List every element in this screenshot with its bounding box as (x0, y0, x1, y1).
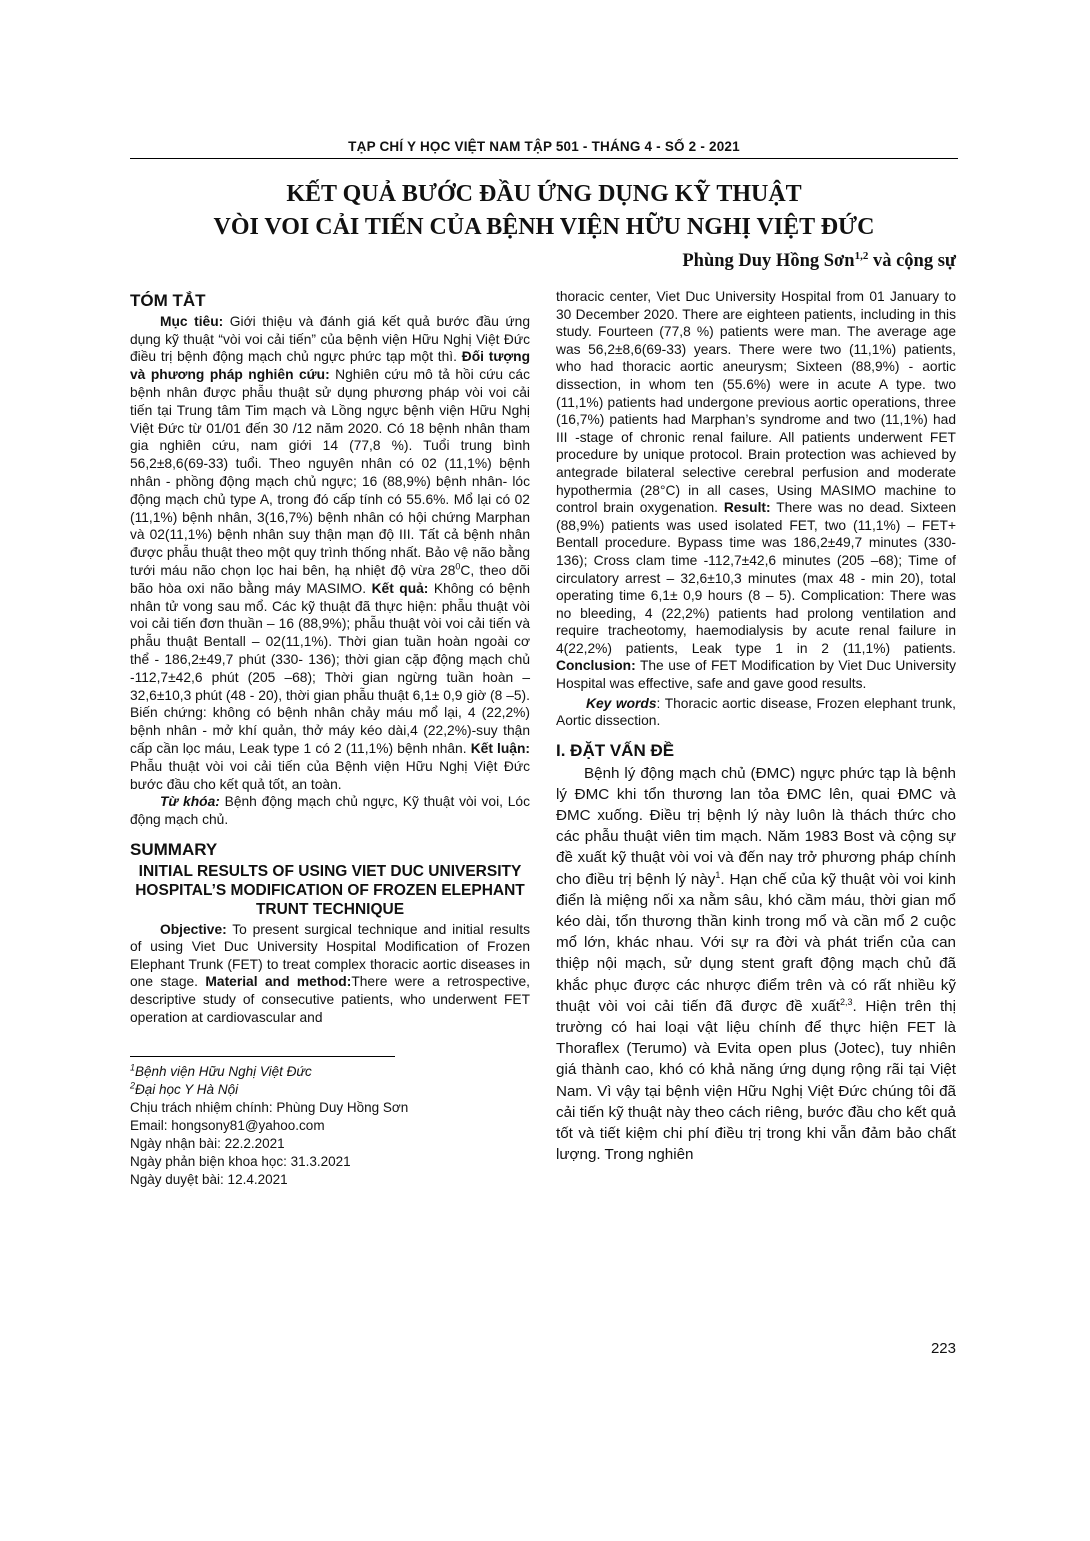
vi-keywords-text: Bệnh động mạch chủ ngực, Kỹ thuật vòi voi, Lóc động mạch chủ. (130, 794, 531, 828)
vi-objective-label: Mục tiêu: (160, 313, 224, 329)
vi-result-label: Kết quả: (371, 580, 429, 596)
summary-title: INITIAL RESULTS OF USING VIET DUC UNIVERSITY HOSPITAL’S MODIFICATION OF FROZEN ELEPHANT TRUNT TECHNIQUE (135, 862, 525, 918)
footnote-email: Email: hongsony81@yahoo.com (130, 1118, 325, 1134)
en-method-text-start: There were a retrospective, descriptive study of consecutive patients, who underwent FET operation at cardiovascular and (130, 974, 530, 1025)
en-result-label: Result: (723, 500, 771, 516)
vi-keywords (130, 793, 530, 829)
footnote-1 (130, 1063, 530, 1081)
author-line (682, 251, 956, 272)
author-name: Phùng Duy Hồng Sơn (682, 251, 855, 271)
en-method-label: Material and method: (205, 974, 352, 990)
vi-result-text: Không có bệnh nhân tử vong sau mổ. Các kỹ thuật đã thực hiện: phẫu thuật vòi voi cải tiến đơn thuần – 16 (88,9%); phẫu thuật vòi voi cải tiến và phẫu thuật Bentall – 02(11,1%). Thời gian tuần hoàn ngoài cơ thể - 186,2±49,7 phút (330- 136); thời gian cặp động mạch chủ -112,7±42,6 phút (205 –68); Thời gian ngừng tuần hoàn – 32,6±10,3 phút (48 - 20), thời gian phẫu thuật 6,1± 0,9 giờ (8 –5). Biến chứng: không có bệnh nhân chảy máu mổ lại, 4 (22,2%) bệnh nhân - mở khí quản, thở máy kéo dài,4 (22,2%)-suy thận cấp cần lọc máu, Leak type 1 có 2 (11,1%) bệnh nhân. (130, 580, 530, 756)
en-keywords-label: Key words (586, 695, 657, 711)
article-title (130, 178, 958, 244)
intro-text-1: Bệnh lý động mạch chủ (ĐMC) ngực phức tạp là bệnh lý ĐMC khi tổn thương lan tỏa ĐMC lên, quai ĐMC và ĐMC xuống. Điều trị bệnh lý này luôn là thách thức cho các phẫu thuật viên tim mạch. Năm 1983 Bost và cộng sự đề xuất kỹ thuật vòi voi và đến nay trở phương pháp chính cho điều trị bệnh lý này (556, 764, 956, 888)
footnote-rule (130, 1056, 395, 1057)
abstract-vi-body (130, 313, 530, 794)
intro-ref-1: 1 (715, 869, 721, 880)
en-objective-label: Objective: (160, 921, 227, 937)
vi-method-text-2: C, theo dõi bão hòa oxi não bằng máy MASIMO. (130, 562, 530, 596)
summary-body-continued (556, 288, 956, 693)
vi-conclusion-text: Phẫu thuật vòi voi cải tiến của Bệnh viện Hữu Nghị Việt Đức bước đầu cho kết quả tốt, an toàn. (130, 758, 530, 792)
title-line-2: VÒI VOI CẢI TIẾN CỦA BỆNH VIỆN HỮU NGHỊ VIỆT ĐỨC (213, 214, 875, 240)
vi-keywords-label: Từ khóa: (160, 794, 220, 810)
title-line-1: KẾT QUẢ BƯỚC ĐẦU ỨNG DỤNG KỸ THUẬT (286, 181, 802, 207)
right-column (556, 288, 956, 1166)
intro-text-2: . Hạn chế của kỹ thuật vòi voi kinh điển là miệng nối xa nằm sâu, khó cầm máu, thời gian mổ kéo dài, tổn thương thần kinh trong mổ và cần mổ 2 cuộc mổ lớn, khác nhau. Với sự ra đời và phát triển của can thiệp nội mạch, sử dụng stent graft động mạch chủ đã khắc phục được các nhược điểm trên và có rất nhiều kỹ thuật vòi voi cải tiến đã được đề xuất (556, 870, 956, 1015)
footnote-reviewed: Ngày phản biện khoa học: 31.3.2021 (130, 1154, 351, 1170)
footnote-received: Ngày nhận bài: 22.2.2021 (130, 1136, 285, 1152)
header-rule (130, 158, 958, 159)
abstract-vi-heading: TÓM TẮT (130, 291, 206, 310)
en-keywords-text: : Thoracic aortic disease, Frozen elephant trunk, Aortic dissection. (556, 695, 957, 729)
vi-method-text: Nghiên cứu mô tả hồi cứu các bệnh nhân được phẫu thuật sử dụng phương pháp vòi voi cải tiến tại Trung tâm Tim mạch và Lồng ngực bệnh viện Hữu Nghị Việt Đức từ 01/01 đến 30 /12 năm 2020. Có 18 bệnh nhân tham gia nghiên cứu, nam giới 14 (77,8 %). Tuổi trung bình 56,2±8,6(69-33) tuổi. Theo nguyên nhân có 02 (11,1%) bệnh nhân - phồng động mạch chủ ngực; 16 (88,9%) bệnh nhân- lóc động mạch chủ type A, trong đó cấp tính có 55.6%. Mổ lại có 02 (11,1%) bệnh nhân, 3(16,7%) bệnh nhân có hội chứng Marphan và 02(11,1%) bệnh nhân suy thận mạn độ III. Tất cả bệnh nhân được phẫu thuật theo một quy trình thống nhất. Bảo vệ não bằng tưới máu não chọn lọc hai bên, hạ nhiệt độ vừa 28 (130, 367, 530, 578)
footnote-1-num: 1 (130, 1062, 136, 1073)
en-conclusion-label: Conclusion: (556, 658, 636, 674)
intro-body (556, 763, 956, 1166)
page-number: 223 (930, 1340, 956, 1357)
footnote-1-text: Bệnh viện Hữu Nghị Việt Đức (135, 1064, 312, 1080)
en-objective-text: To present surgical technique and initial results of using Viet Duc University Hospital Modification of Frozen Elephant Trunk (FET) to treat complex thoracic aortic diseases in one stage. (130, 921, 530, 990)
footnote-2 (130, 1081, 530, 1099)
vi-method-label: Đối tượng và phương pháp nghiên cứu: (130, 349, 530, 383)
en-result-text: There was no dead. Sixteen (88,9%) patients was used isolated FET, two (11,1%) – FET+ Bentall procedure. Bypass time was 186,2±49,7 minutes (330-136); Cross clam time -112,7±42,6 minutes (205 –68); Time of circulatory arrest – 32,6±10,3 minutes (max 48 - min 20), total operating time 6,1± 0,9 hours (8 – 5). Complication: There was no bleeding, 4 (22,2%) patients had prolong ventilation and require tracheotomy, haemodialysis by acute renal failure in 4(22,2%) patients, Leak type 1 in 2 (11,1%) patients. (556, 500, 956, 656)
footnote-responsible: Chịu trách nhiệm chính: Phùng Duy Hồng Sơn (130, 1100, 409, 1116)
vi-conclusion-label: Kết luận: (470, 740, 530, 756)
en-method-text-cont: thoracic center, Viet Duc University Hospital from 01 January to 30 December 2020. There are eighteen patients, including in this study. Fourteen (77,8 %) patients were man. The average age was 56,2±8,6(69-33) years. There were two (11,1%) patients, who had thoracic aortic aneurysm; Sixteen (88,9%) - aortic dissection, in whom ten (55.6%) were in acute A type. two (11,1%) patients had undergone previous aortic operations, three (16,7%) patients had Marphan’s syndrome and two (11,1%) had III -stage of chronic renal failure. All patients underwent FET procedure by unique protocol. Brain protection was achieved by antegrade bilateral selective cerebral perfusion and moderate hypothermia (28°C) in all cases, Using MASIMO machine to control brain oxygenation. (556, 289, 956, 516)
footnote-2-num: 2 (130, 1080, 136, 1091)
vi-objective-text: Giới thiệu và đánh giá kết quả bước đầu ứng dụng kỹ thuật “vòi voi cải tiến” của bệnh viện Hữu Nghị Việt Đức điều trị bệnh động mạch chủ ngực phức tạp một thì. (130, 313, 530, 365)
en-conclusion-text: The use of FET Modification by Viet Duc University Hospital was effective, safe and gave good results. (556, 658, 956, 692)
left-column (130, 288, 530, 1189)
journal-header: TẠP CHÍ Y HỌC VIỆT NAM TẬP 501 - THÁNG 4 - SỐ 2 - 2021 (348, 139, 740, 154)
intro-ref-2: 2,3 (840, 996, 853, 1007)
vi-degree-sup: 0 (455, 561, 461, 572)
summary-body-start (130, 921, 530, 1027)
author-suffix: và cộng sự (868, 251, 956, 271)
intro-heading: I. ĐẶT VẤN ĐỀ (556, 740, 675, 760)
en-keywords (556, 695, 956, 730)
author-affiliation: 1,2 (854, 249, 869, 262)
footnote-approved: Ngày duyệt bài: 12.4.2021 (130, 1172, 288, 1188)
footnote-2-text: Đại học Y Hà Nội (135, 1082, 239, 1098)
intro-text-3: . Hiện trên thị trường có hai loại vật liệu chính để thực hiện FET là Thoraflex (Terumo) và Evita open plus (Jotec), tuy nhiên giá thành cao, khó có khả năng ứng dụng rộng rãi tại Việt Nam. Vì vậy tại bệnh viện Hữu Nghị Việt Đức chúng tôi đã cải tiến kỹ thuật này theo cách riêng, bước đầu cho kết quả tốt và tiết kiệm chi phí điều trị trong khi vẫn đảm bảo chất lượng. Trong nghiên (556, 997, 956, 1164)
summary-heading: SUMMARY (130, 839, 218, 859)
